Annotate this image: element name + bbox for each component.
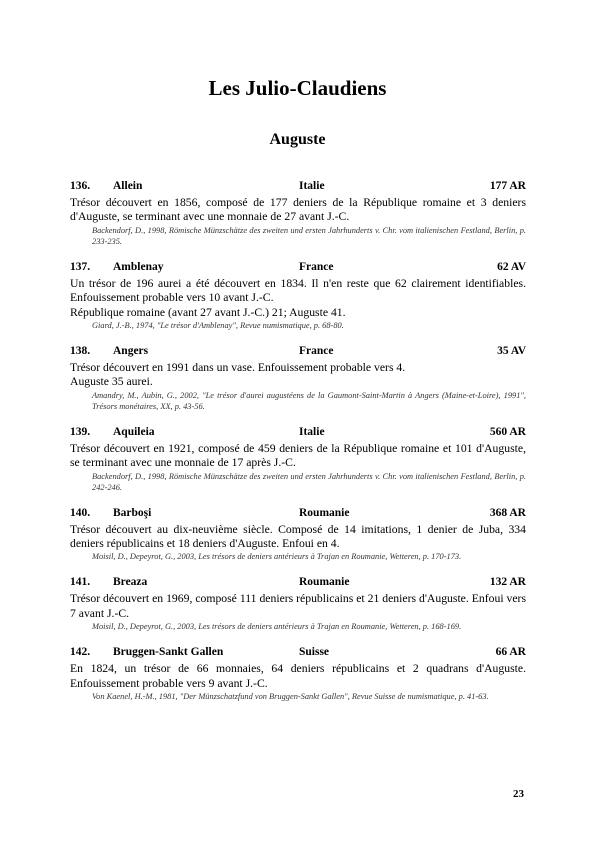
entry-coin-count: 560 AR [489,425,526,438]
entry-bibliographic-reference: Giard, J.-B., 1974, "Le trésor d'Amblenay", Revue numismatique, p. 68-80. [92,321,344,331]
entry-heading [70,505,526,521]
entry-bibliographic-reference: Von Kaenel, H.-M., 1981, "Der Münzschatzfund von Bruggen-Sankt Gallen", Revue Suisse de numismatique, p. 41-63. [92,692,489,702]
entry-bibliographic-reference: Moisil, D., Depeyrot, G., 2003, Les trésors de deniers antérieurs à Trajan en Roumanie, Wetteren, p. 170-173. [92,552,462,562]
entry-site-name: Angers [113,345,149,358]
entry-site-name: Breaza [113,576,148,589]
entry-description-line: Trésor découvert au dix-neuvième siècle. Composé de 14 imitations, 1 denier de Juba, 334 deniers républicains et 18 deniers d'Auguste. Enfoui en 4. [70,522,526,551]
entry-country: France [299,260,334,273]
entry-coin-count: 35 AV [497,345,526,358]
entry-heading [70,259,526,275]
entry-number: 142. [70,646,91,659]
entry-description [70,592,526,621]
entry-heading [70,343,526,359]
entry-site-name: Allein [113,180,143,192]
entry-site-name: Barboşi [113,506,152,519]
entry-description-line: Un trésor de 196 aurei a été découvert en 1834. Il n'en reste que 62 clairement identifiables. Enfouissement probable vers 10 avant J.-C. [70,276,526,305]
entry-description [70,196,526,225]
entry-description-line: Trésor découvert en 1969, composé 111 deniers républicains et 21 deniers d'Auguste. Enfoui vers 7 avant J.-C. [70,592,526,620]
entry-bibliographic-reference: Amandry, M., Aubin, G., 2002, "Le trésor d'aurei augustéens de la Gaumont-Saint-Martin à Angers (Maine-et-Loire), 1991", Trésors monétaires, XX, p. 43-56. [92,390,526,411]
section-title: Auguste [269,131,326,148]
entry-bibliographic-reference: Backendorf, D., 1998, Römische Münzschätze des zweiten und ersten Jahrhunderts v. Chr. vom italienischen Festland, Berlin, p. 233-235. [92,225,526,246]
entry-site-name: Amblenay [113,260,164,273]
entry-country: Suisse [299,646,330,659]
entry-country: Roumanie [299,576,350,589]
entry-number: 137. [70,260,91,273]
entry-description-line: Auguste 35 aurei. [70,375,153,389]
entry-description [70,662,526,691]
entry-country: Italie [299,425,325,438]
hoard-entry [70,343,526,412]
entry-description [70,277,526,320]
hoard-entry [70,644,526,702]
entry-description [70,361,526,390]
entry-site-name: Bruggen-Sankt Gallen [113,646,224,659]
entry-description-line: En 1824, un trésor de 66 monnaies, 64 deniers républicains et 2 quadrans d'Auguste. Enfouissement probable vers 9 avant J.-C. [70,662,526,690]
entry-coin-count: 177 AR [489,180,526,192]
entry-heading [70,178,526,194]
hoard-entry [70,505,526,563]
entry-coin-count: 66 AR [495,646,526,659]
hoard-entries-list [70,178,526,714]
entry-number: 141. [70,576,91,589]
entry-coin-count: 62 AV [497,260,526,273]
page-title: Les Julio-Claudiens [208,76,387,100]
entry-description-line: Trésor découvert en 1921, composé de 459 deniers de la République romaine et 101 d'Auguste, se terminant avec une monnaie de 17 après J.-C. [70,441,526,470]
entry-coin-count: 368 AR [489,506,526,519]
entry-number: 138. [70,345,91,358]
entry-number: 140. [70,506,91,519]
entry-number: 136. [70,180,91,192]
entry-description-line: Trésor découvert en 1991 dans un vase. Enfouissement probable vers 4. [70,361,406,375]
entry-description [70,442,526,471]
entry-bibliographic-reference: Moisil, D., Depeyrot, G., 2003, Les trésors de deniers antérieurs à Trajan en Roumanie, Wetteren, p. 168-169. [92,622,462,632]
entry-heading [70,574,526,590]
entry-country: Roumanie [299,506,350,519]
entry-bibliographic-reference: Backendorf, D., 1998, Römische Münzschätze des zweiten und ersten Jahrhunderts v. Chr. vom italienischen Festland, Berlin, p. 242-246. [92,471,526,492]
entry-site-name: Aquileia [113,425,155,438]
hoard-entry [70,259,526,331]
entry-number: 139. [70,425,91,438]
entry-country: France [299,345,334,358]
hoard-entry [70,178,526,247]
hoard-entry [70,574,526,632]
entry-country: Italie [299,180,325,192]
entry-description-line: République romaine (avant 27 avant J.-C.) 21; Auguste 41. [70,305,346,319]
page-number: 23 [513,788,524,800]
entry-coin-count: 132 AR [489,576,526,589]
entry-description [70,523,526,552]
entry-heading [70,644,526,660]
entry-description-line: Trésor découvert en 1856, composé de 177 deniers de la République romaine et 3 deniers d'Auguste, se terminant avec une monnaie de 27 avant J.-C. [70,196,526,224]
hoard-entry [70,424,526,493]
entry-heading [70,424,526,440]
